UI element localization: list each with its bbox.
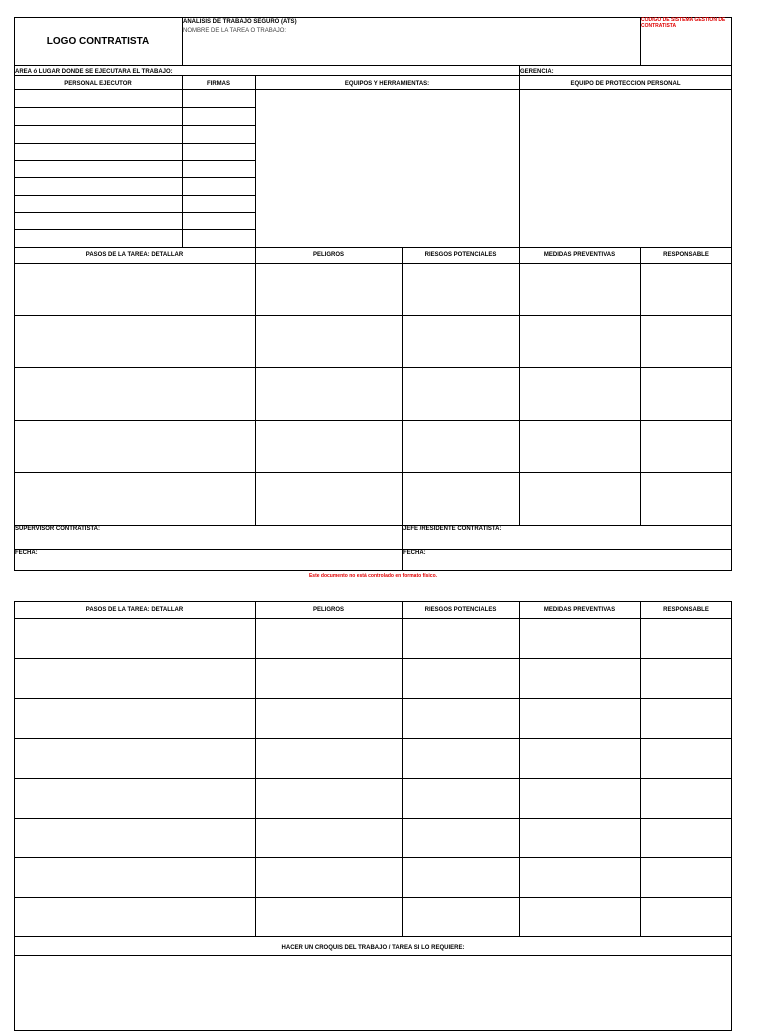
task-row[interactable] — [14, 857, 732, 858]
responsable-header: RESPONSABLE — [663, 252, 709, 258]
medidas-header: MEDIDAS PREVENTIVAS — [543, 252, 616, 258]
divider — [640, 601, 641, 936]
croquis-label: HACER UN CROQUIS DEL TRABAJO / TAREA SI LO REQUIERE: — [281, 945, 465, 951]
equipos-header: EQUIPOS Y HERRAMIENTAS: — [344, 81, 430, 87]
personal-row[interactable] — [14, 143, 255, 144]
personal-row[interactable] — [14, 195, 255, 196]
system-code-label: CODIGO DE SISTEMA GESTION DE CONTRATISTA — [641, 17, 726, 29]
task-row[interactable] — [14, 698, 732, 699]
document-title: ANALISIS DE TRABAJO SEGURO (ATS) — [183, 19, 297, 25]
task-row[interactable] — [14, 778, 732, 779]
task-row[interactable] — [14, 472, 732, 473]
croquis-area[interactable] — [15, 956, 731, 1024]
peligros-header-2: PELIGROS — [312, 607, 344, 613]
riesgos-header: RIESGOS POTENCIALES — [424, 252, 497, 258]
task-row[interactable] — [14, 658, 732, 659]
divider — [640, 247, 641, 525]
divider — [519, 75, 520, 247]
riesgos-header-2: RIESGOS POTENCIALES — [424, 607, 497, 613]
divider — [14, 89, 732, 90]
task-row[interactable] — [14, 315, 732, 316]
divider — [14, 65, 732, 66]
personal-row[interactable] — [14, 160, 255, 161]
divider — [402, 601, 403, 936]
divider — [14, 618, 732, 619]
gerencia-field[interactable]: GERENCIA: — [520, 69, 554, 75]
divider — [14, 525, 732, 526]
medidas-header-2: MEDIDAS PREVENTIVAS — [543, 607, 616, 613]
task-row[interactable] — [14, 738, 732, 739]
divider — [255, 601, 256, 936]
personal-header: PERSONAL EJECUTOR — [64, 81, 132, 87]
firmas-header: FIRMAS — [207, 81, 230, 87]
task-row[interactable] — [14, 367, 732, 368]
divider — [182, 75, 183, 247]
form-page-1 — [14, 17, 732, 571]
task-row[interactable] — [14, 818, 732, 819]
divider — [14, 936, 732, 937]
divider — [14, 549, 732, 550]
divider — [255, 75, 256, 247]
divider — [255, 247, 256, 525]
personal-row[interactable] — [14, 107, 255, 108]
contractor-logo: LOGO CONTRATISTA — [46, 36, 150, 47]
fecha-right-field[interactable]: FECHA: — [403, 550, 426, 556]
epp-header: EQUIPO DE PROTECCION PERSONAL — [570, 81, 681, 87]
footer-note: Este documento no está controlado en formato físico. — [308, 573, 438, 579]
jefe-field[interactable]: JEFE /RESIDENTE CONTRATISTA: — [403, 526, 502, 532]
peligros-header: PELIGROS — [312, 252, 344, 258]
pasos-header: PASOS DE LA TAREA: DETALLAR — [85, 252, 184, 258]
personal-row[interactable] — [14, 125, 255, 126]
responsable-header-2: RESPONSABLE — [663, 607, 709, 613]
divider — [519, 601, 520, 936]
divider — [14, 75, 732, 76]
fecha-left-field[interactable]: FECHA: — [15, 550, 38, 556]
supervisor-field[interactable]: SUPERVISOR CONTRATISTA: — [15, 526, 101, 532]
personal-row[interactable] — [14, 229, 255, 230]
task-name-field[interactable]: NOMBRE DE LA TAREA O TRABAJO: — [183, 28, 287, 34]
task-row[interactable] — [14, 420, 732, 421]
divider — [14, 263, 732, 264]
divider — [519, 247, 520, 525]
area-field[interactable]: AREA ó LUGAR DONDE SE EJECUTARA EL TRABAJO: — [15, 69, 173, 75]
divider — [14, 247, 732, 248]
personal-row[interactable] — [14, 177, 255, 178]
divider — [402, 247, 403, 571]
personal-row[interactable] — [14, 212, 255, 213]
task-row[interactable] — [14, 897, 732, 898]
pasos-header-2: PASOS DE LA TAREA: DETALLAR — [85, 607, 184, 613]
